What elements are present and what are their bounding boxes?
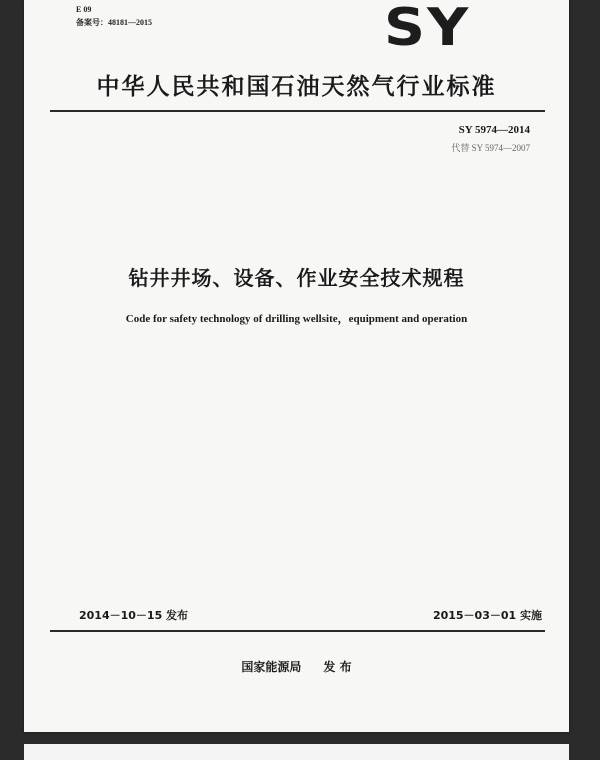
header-divider (50, 110, 545, 112)
organization-title: 中华人民共和国石油天然气行业标准 (96, 74, 497, 100)
standard-number: SY 5974—2014 (458, 124, 530, 136)
record-number: 备案号：48181—2015 (76, 18, 152, 27)
issue-date: 2014－10－15 发布 (79, 609, 189, 622)
document-title-chinese: 钻井井场、设备、作业安全技术规程 (128, 266, 465, 290)
footer-divider (50, 630, 545, 632)
issuer-action: 发 布 (323, 660, 352, 674)
replaces-standard: 代替 SY 5974—2007 (451, 143, 530, 153)
issuer-name: 国家能源局 (241, 660, 302, 674)
next-page-preview[interactable] (24, 744, 569, 760)
sy-logo: SY (384, 0, 471, 58)
classification-code: E 09 (76, 5, 92, 14)
document-title-english: Code for safety technology of drilling wellsite，equipment and operation (125, 313, 468, 325)
issuer (24, 658, 569, 675)
document-page (24, 0, 569, 732)
implementation-date: 2015－03－01 实施 (432, 609, 542, 622)
